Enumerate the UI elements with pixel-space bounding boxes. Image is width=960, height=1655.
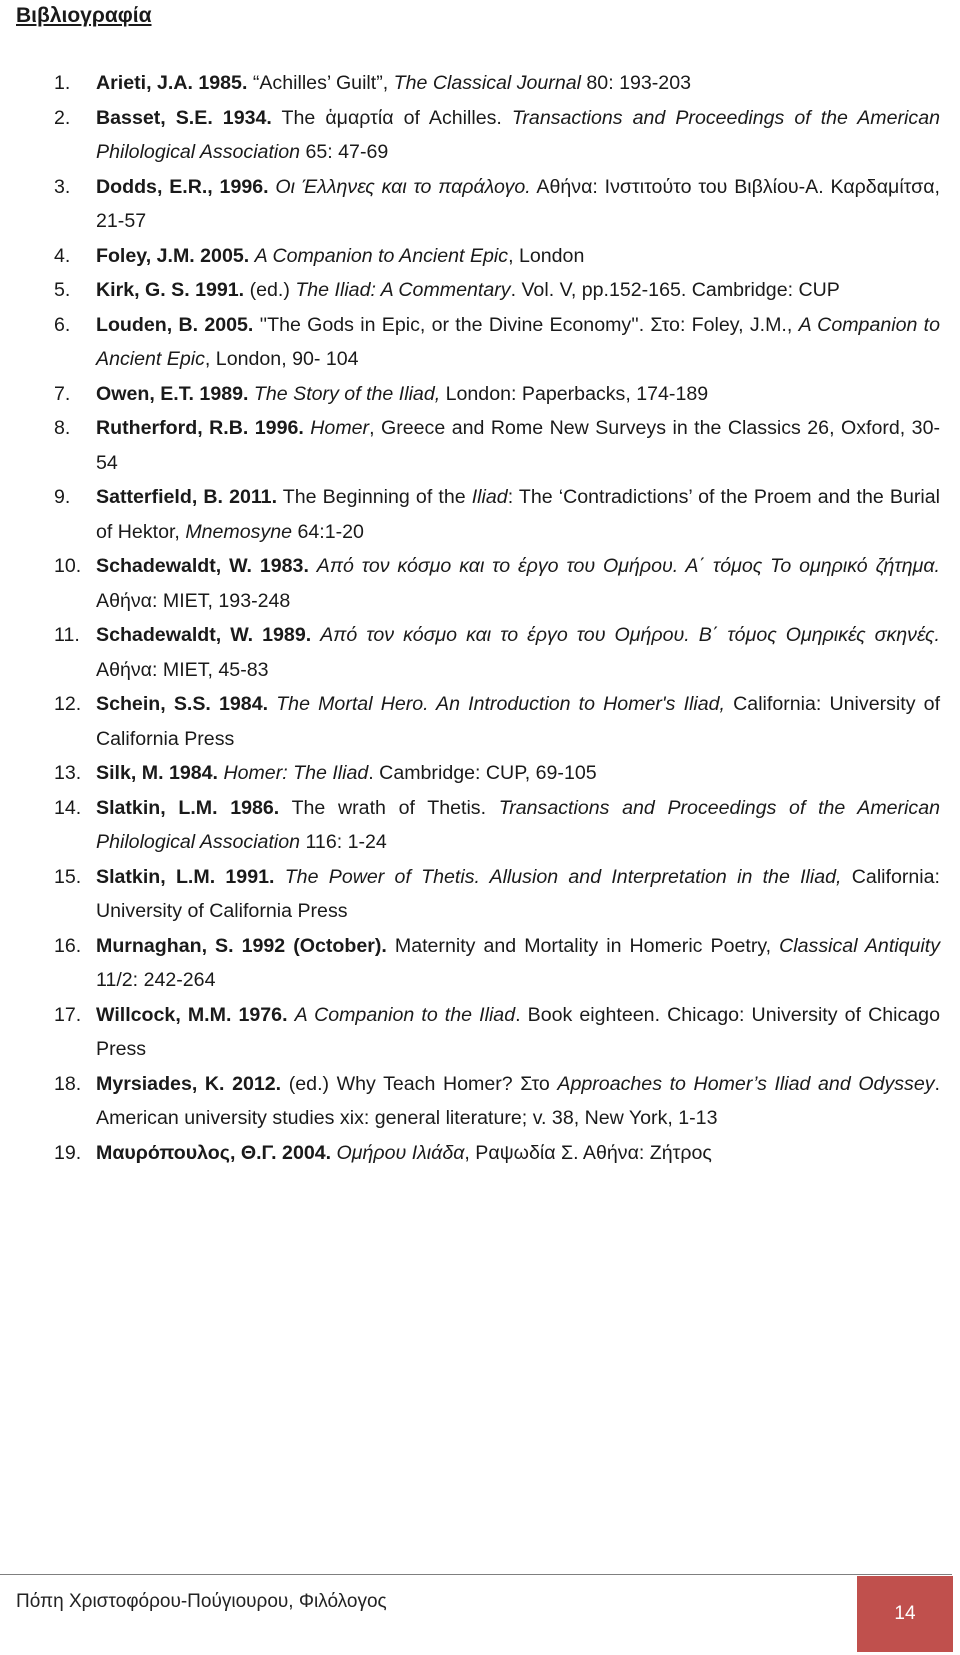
- entry-author: Basset, S.E. 1934.: [96, 106, 272, 129]
- entry-text: Αθήνα: ΜΙΕΤ, 193-248: [96, 589, 291, 612]
- entry-text: London: Paperbacks, 174-189: [440, 382, 709, 405]
- entry-text: [311, 624, 320, 646]
- entry-number: 11.: [54, 624, 80, 646]
- entry-text: Αθήνα: ΜΙΕΤ, 45-83: [96, 658, 269, 681]
- entry-title: Approaches to Homer’s Iliad and Odyssey: [557, 1072, 935, 1095]
- bibliography-entry: [0, 377, 960, 412]
- entry-title: Classical Antiquity: [779, 934, 941, 957]
- bibliography-entry: [0, 480, 960, 549]
- entry-number: 17.: [54, 1003, 82, 1026]
- entry-number: 16.: [54, 934, 82, 957]
- entry-text: Αθήνα: Ινστιτούτο του Βιβλίου-Α. Καρδαμίτσα, 21-57: [96, 175, 940, 232]
- entry-author: Schein, S.S. 1984.: [96, 693, 269, 715]
- entry-number: 4.: [54, 244, 71, 267]
- entry-text: ''The Gods in Epic, or the Divine Economy''. Στο: Foley, J.M.,: [253, 313, 799, 336]
- entry-text: California: University of California Press: [96, 693, 941, 750]
- entry-text: , Ραψωδία Σ. Αθήνα: Ζήτρος: [464, 1141, 712, 1164]
- bibliography-entry: [0, 549, 960, 618]
- entry-number: 15.: [54, 865, 82, 888]
- bibliography-list: [0, 66, 960, 1170]
- entry-number: 10.: [54, 555, 82, 577]
- entry-title: A Companion to Ancient Epic: [96, 313, 940, 370]
- entry-text: (ed.) Why Teach Homer? Στο: [281, 1072, 558, 1095]
- bibliography-entry: [0, 791, 960, 860]
- entry-text: . American university studies xix: general literature; v. 38, New York, 1-13: [96, 1072, 940, 1129]
- entry-text: California: University of California Press: [96, 865, 940, 922]
- entry-text: 80: 193-203: [580, 72, 692, 94]
- entry-text: 64:1-20: [292, 520, 364, 543]
- entry-title: The Power of Thetis. Allusion and Interpretation in the Iliad,: [284, 865, 842, 888]
- bibliography-entry: [0, 687, 960, 756]
- entry-text: (ed.): [244, 279, 296, 301]
- entry-author: Murnaghan, S. 1992 (October).: [96, 934, 387, 957]
- entry-author: Schadewaldt, W. 1983.: [96, 555, 309, 577]
- entry-author: Silk, M. 1984.: [96, 762, 218, 784]
- entry-number: 18.: [54, 1072, 82, 1095]
- entry-author: Kirk, G. S. 1991.: [96, 279, 245, 301]
- entry-text: . Cambridge: CUP, 69-105: [368, 762, 597, 784]
- entry-author: Slatkin, L.M. 1986.: [96, 796, 280, 819]
- entry-number: 1.: [54, 72, 71, 94]
- entry-author: Owen, E.T. 1989.: [96, 382, 249, 405]
- entry-title: Homer: [310, 417, 370, 439]
- entry-title: Οι Έλληνες και το παράλογο.: [275, 175, 531, 198]
- bibliography-entry: [0, 618, 960, 687]
- page-number: 14: [894, 1603, 916, 1624]
- entry-number: 5.: [54, 279, 71, 301]
- entry-title: The Iliad: A Commentary: [295, 279, 511, 301]
- bibliography-entry: [0, 411, 960, 480]
- entry-title: The Story of the Iliad,: [253, 382, 441, 405]
- bibliography-entry: [0, 273, 960, 308]
- entry-title: A Companion to Ancient Epic: [254, 244, 509, 267]
- entry-text: . Book eighteen. Chicago: University of Chicago Press: [96, 1003, 940, 1060]
- entry-author: Slatkin, L.M. 1991.: [96, 865, 275, 888]
- bibliography-entry: [0, 239, 960, 274]
- bibliography-entry: [0, 1067, 960, 1136]
- entry-number: 8.: [54, 417, 71, 439]
- entry-text: “Achilles’ Guilt”,: [247, 72, 394, 94]
- entry-number: 3.: [54, 175, 71, 198]
- entry-title: Ομήρου Ιλιάδα: [336, 1141, 465, 1164]
- entry-text: The Beginning of the: [277, 486, 472, 508]
- entry-author: Foley, J.M. 2005.: [96, 244, 250, 267]
- entry-number: 14.: [54, 796, 82, 819]
- entry-text: , Greece and Rome New Surveys in the Classics 26, Oxford, 30-54: [96, 417, 940, 474]
- entry-title: Iliad: [471, 486, 508, 508]
- entry-text: 116: 1-24: [300, 831, 387, 853]
- bibliography-entry: [0, 308, 960, 377]
- bibliography-entry: [0, 101, 960, 170]
- bibliography-entry: [0, 929, 960, 998]
- entry-author: Willcock, M.M. 1976.: [96, 1003, 288, 1026]
- entry-text: , London, 90- 104: [204, 348, 359, 370]
- entry-title: Από τον κόσμο και το έργο του Ομήρου. Β΄ τόμος Ομηρικές σκηνές.: [320, 624, 940, 646]
- entry-number: 2.: [54, 106, 71, 129]
- entry-author: Louden, B. 2005.: [96, 313, 254, 336]
- footer-divider: [0, 1574, 952, 1575]
- entry-author: Dodds, E.R., 1996.: [96, 175, 269, 198]
- entry-author: Myrsiades, K. 2012.: [96, 1072, 282, 1095]
- entry-number: 13.: [54, 762, 82, 784]
- entry-text: [268, 693, 276, 715]
- entry-title: The Classical Journal: [393, 72, 581, 94]
- footer-author: Πόπη Χριστοφόρου-Πούγιουρου, Φιλόλογος: [16, 1591, 387, 1612]
- entry-text: , London: [508, 244, 585, 267]
- entry-text: [309, 555, 317, 577]
- entry-text: The ἁμαρτία of Achilles.: [271, 106, 512, 129]
- entry-author: Satterfield, B. 2011.: [96, 486, 278, 508]
- entry-title: Transactions and Proceedings of the American Philological Association: [96, 106, 941, 163]
- entry-text: [274, 866, 284, 888]
- bibliography-entry: [0, 860, 960, 929]
- entry-number: 9.: [54, 486, 71, 508]
- entry-text: [288, 1004, 295, 1026]
- entry-title: A Companion to the Iliad: [294, 1003, 516, 1026]
- entry-title: Transactions and Proceedings of the American Philological Association: [96, 796, 941, 853]
- bibliography-heading: Βιβλιογραφία: [16, 4, 152, 27]
- bibliography-entry: [0, 756, 960, 791]
- entry-title: The Mortal Hero. An Introduction to Homer's Iliad,: [276, 693, 726, 715]
- entry-text: : The ‘Contradictions’ of the Proem and the Burial of Hektor,: [96, 486, 940, 543]
- bibliography-entry: [0, 170, 960, 239]
- entry-title: Από τον κόσμο και το έργο του Ομήρου. Α΄ τόμος Το ομηρικό ζήτημα.: [316, 555, 940, 577]
- entry-text: . Vol. V, pp.152-165. Cambridge: CUP: [510, 279, 840, 301]
- bibliography-entry: [0, 998, 960, 1067]
- entry-author: Rutherford, R.B. 1996.: [96, 417, 304, 439]
- entry-author: Schadewaldt, W. 1989.: [96, 624, 312, 646]
- entry-text: Maternity and Mortality in Homeric Poetry,: [386, 934, 780, 957]
- entry-number: 19.: [54, 1141, 82, 1164]
- entry-title: Homer: The Iliad: [223, 762, 369, 784]
- entry-text: The wrath of Thetis.: [279, 796, 499, 819]
- bibliography-entry: [0, 66, 960, 101]
- entry-text: 65: 47-69: [300, 141, 389, 163]
- entry-author: Arieti, J.A. 1985.: [96, 72, 248, 94]
- entry-number: 7.: [54, 382, 71, 405]
- entry-number: 6.: [54, 313, 71, 336]
- entry-author: Μαυρόπουλος, Θ.Γ. 2004.: [96, 1141, 332, 1164]
- entry-text: 11/2: 242-264: [96, 969, 216, 991]
- entry-title: Mnemosyne: [185, 520, 293, 543]
- page-number-box: [857, 1576, 953, 1652]
- bibliography-entry: [0, 1136, 960, 1171]
- entry-number: 12.: [54, 693, 82, 715]
